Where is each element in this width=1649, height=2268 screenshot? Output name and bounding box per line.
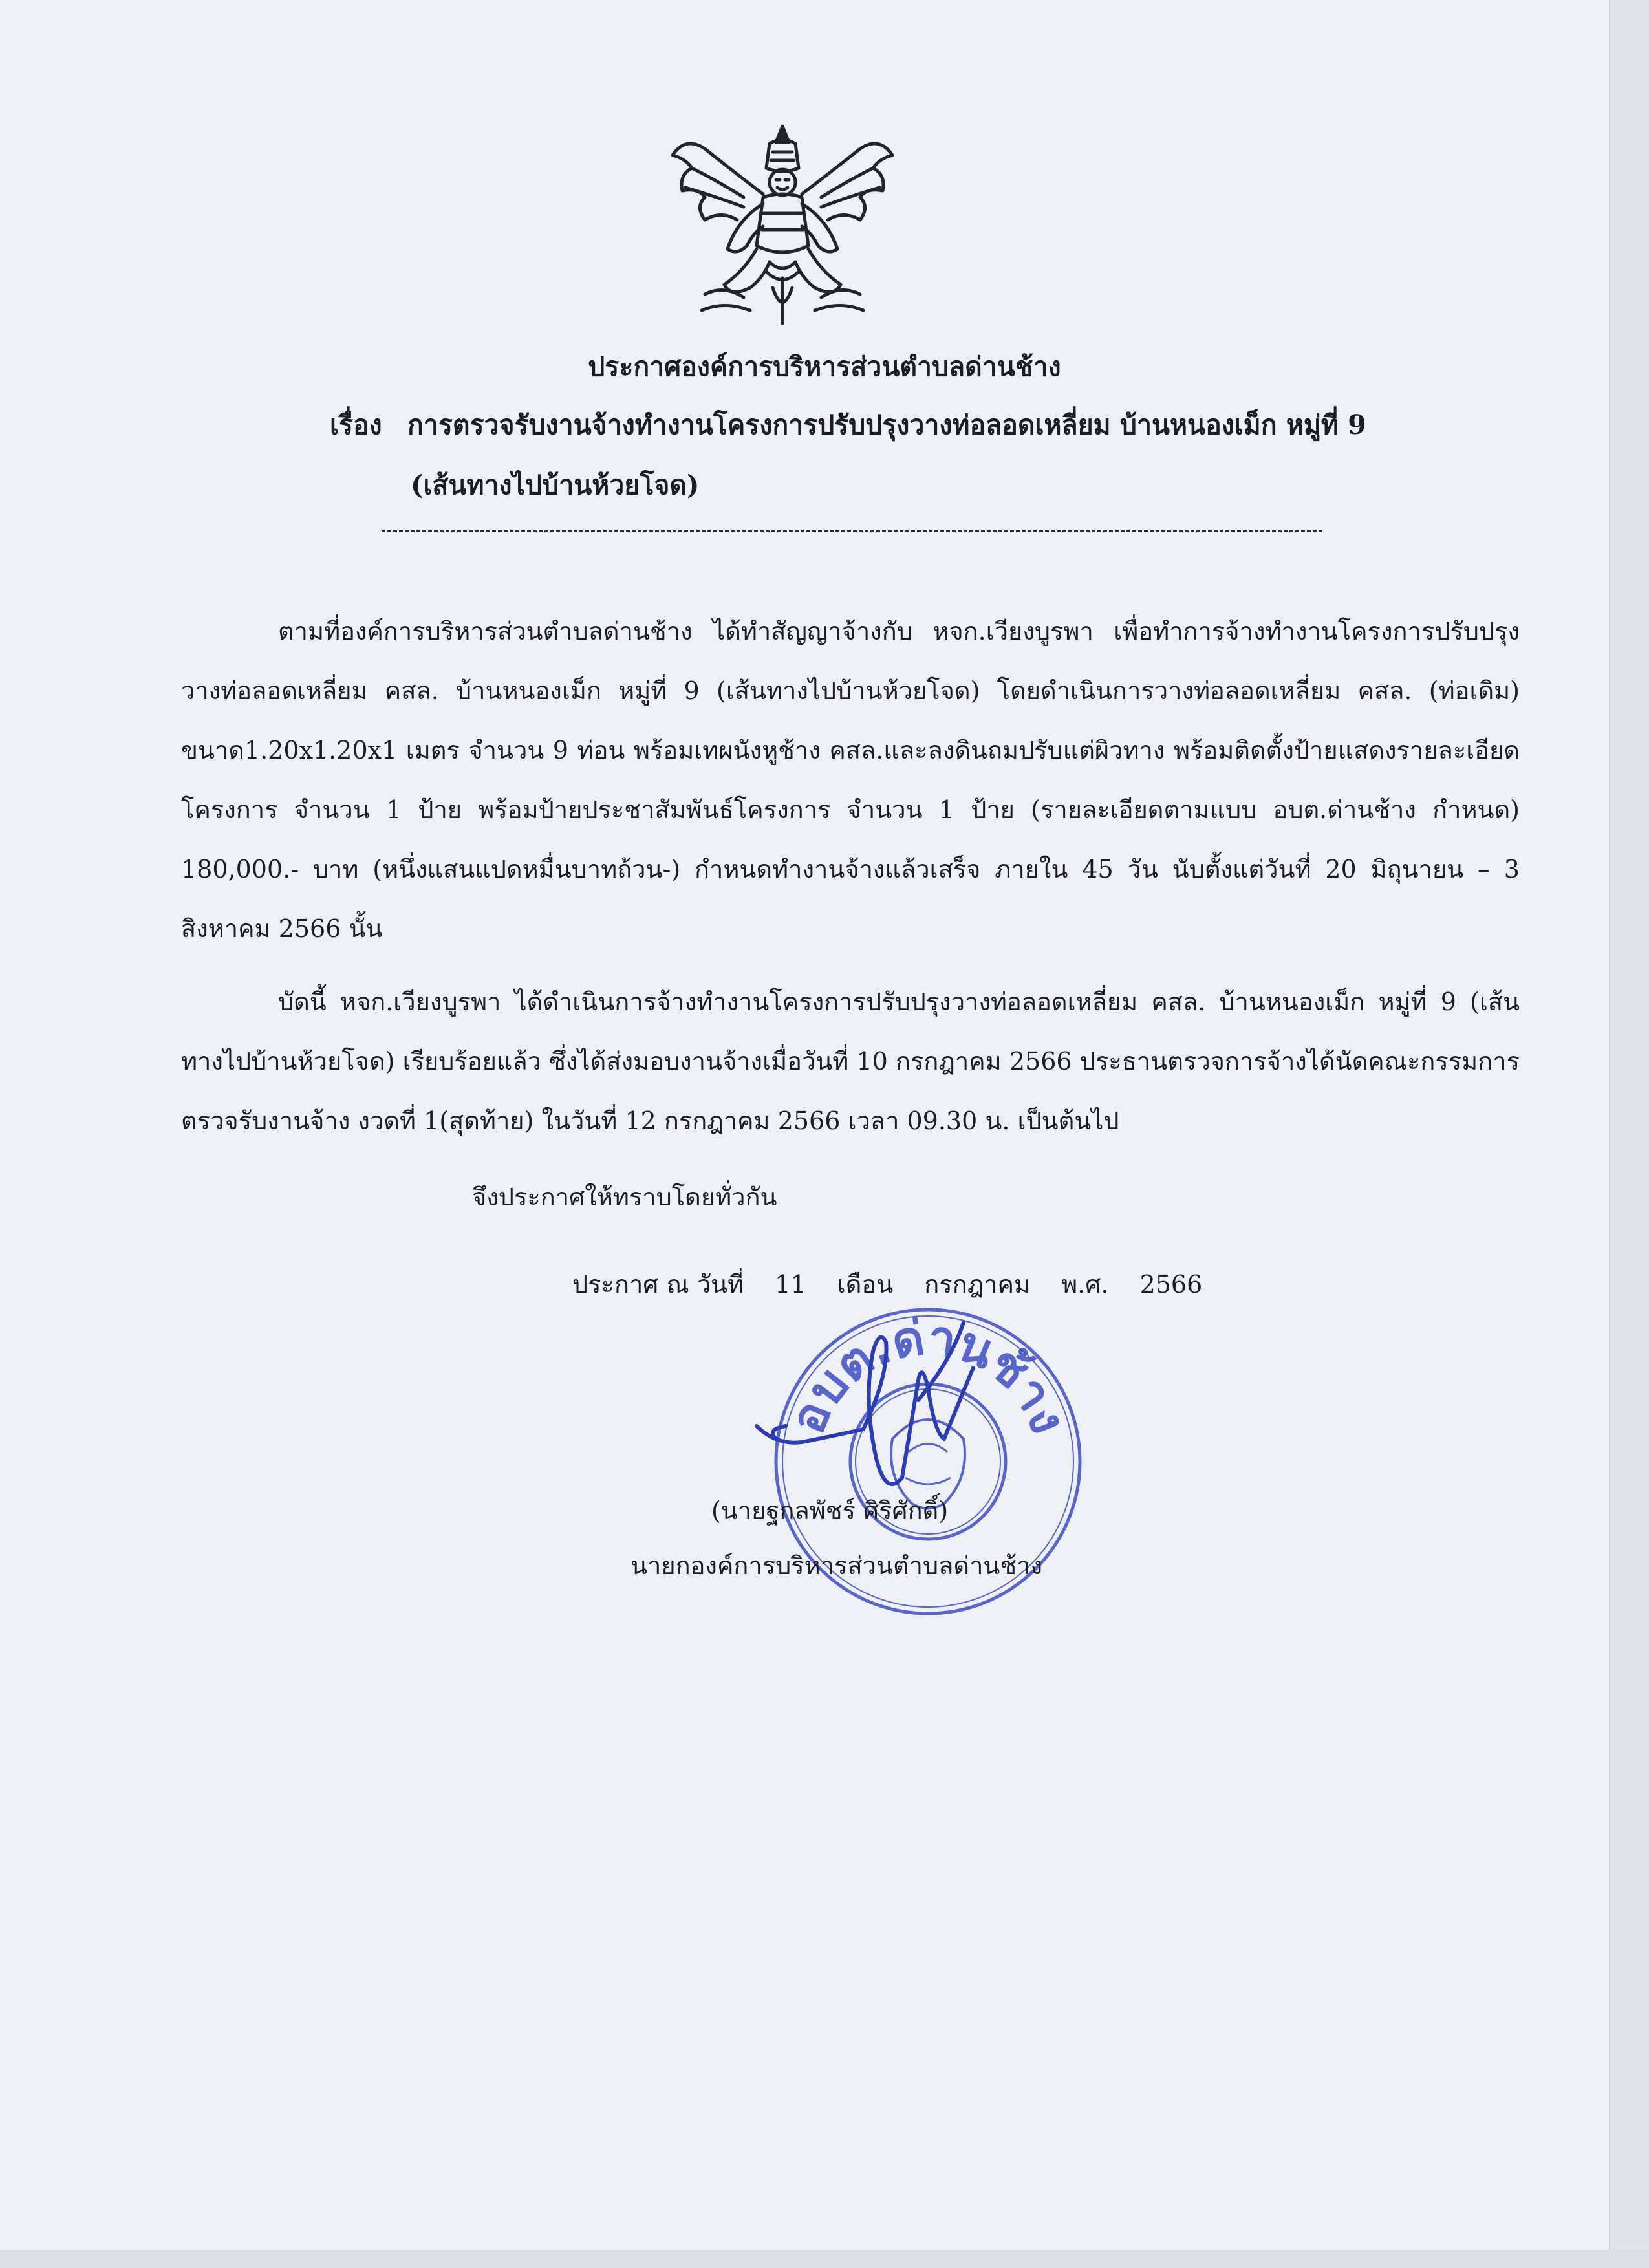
stamp-text: อบต.ด่านช้าง	[778, 1308, 1078, 1442]
garuda-emblem-icon	[666, 123, 899, 336]
svg-text:อบต.ด่านช้าง	[778, 1308, 1078, 1441]
date-year-label: พ.ศ.	[1061, 1270, 1109, 1299]
closing-statement: จึงประกาศให้ทราบโดยทั่วกัน	[472, 1183, 777, 1211]
date-month-label: เดือน	[837, 1270, 894, 1299]
signer-position: นายกองค์การบริหารส่วนตำบลด่านช้าง	[630, 1551, 1043, 1580]
body-paragraph-2: บัดนี้ หจก.เวียงบูรพา ได้ดำเนินการจ้างทำงานโครงการปรับปรุงวางท่อลอดเหลี่ยม คสล. บ้านหนองเม็ก หมู่ที่ 9 (เส้นทางไปบ้านห้วยโจด) เรียบร้อยแล้ว ซึ่งได้ส่งมอบงานจ้างเมื่อวันที่ 10 กรกฎาคม 2566 ประธานตรวจการจ้างได้นัดคณะกรรมการตรวจรับงานจ้าง งวดที่ 1(สุดท้าย) ในวันที่ 12 กรกฎาคม 2566 เวลา 09.30 น. เป็นต้นไป	[181, 988, 1520, 1135]
date-year: 2566	[1139, 1270, 1203, 1299]
dashed-divider	[382, 530, 1322, 532]
subject-text-continued: (เส้นทางไปบ้านห้วยโจด)	[411, 470, 700, 501]
body-paragraph-1: ตามที่องค์การบริหารส่วนตำบลด่านช้าง ได้ทำสัญญาจ้างกับ หจก.เวียงบูรพา เพื่อทำการจ้างทำงานโครงการปรับปรุงวางท่อลอดเหลี่ยม คสล. บ้านหนองเม็ก หมู่ที่ 9 (เส้นทางไปบ้านห้วยโจด) โดยดำเนินการวางท่อลอดเหลี่ยม คสล. (ท่อเดิม) ขนาด1.20x1.20x1 เมตร จำนวน 9 ท่อน พร้อมเทผนังหูช้าง คสล.และลงดินถมปรับแต่ผิวทาง พร้อมติดตั้งป้ายแสดงรายละเอียดโครงการ จำนวน 1 ป้าย พร้อมป้ายประชาสัมพันธ์โครงการ จำนวน 1 ป้าย (รายละเอียดตามแบบ อบต.ด่านช้าง กำหนด) 180,000.- บาท (หนึ่งแสนแปดหมื่นบาทถ้วน-) กำหนดทำงานจ้างแล้วเสร็จ ภายใน 45 วัน นับตั้งแต่วันที่ 20 มิถุนายน – 3 สิงหาคม 2566 นั้น	[181, 617, 1520, 943]
date-day: 11	[775, 1270, 806, 1299]
subject-line	[330, 404, 1558, 446]
page-edge-shadow	[1609, 0, 1649, 2268]
page-bottom-edge	[0, 2250, 1649, 2268]
signer-name: (นายฐกลพัชร์ ศิริศักดิ์)	[711, 1496, 949, 1525]
announcement-title: ประกาศองค์การบริหารส่วนตำบลด่านช้าง	[588, 351, 1061, 382]
date-month: กรกฎาคม	[924, 1270, 1031, 1299]
subject-label: เรื่อง	[330, 409, 382, 440]
date-prefix: ประกาศ ณ วันที่	[572, 1270, 744, 1299]
subject-text: การตรวจรับงานจ้างทำงานโครงการปรับปรุงวางท่อลอดเหลี่ยม บ้านหนองเม็ก หมู่ที่ 9	[407, 409, 1366, 440]
